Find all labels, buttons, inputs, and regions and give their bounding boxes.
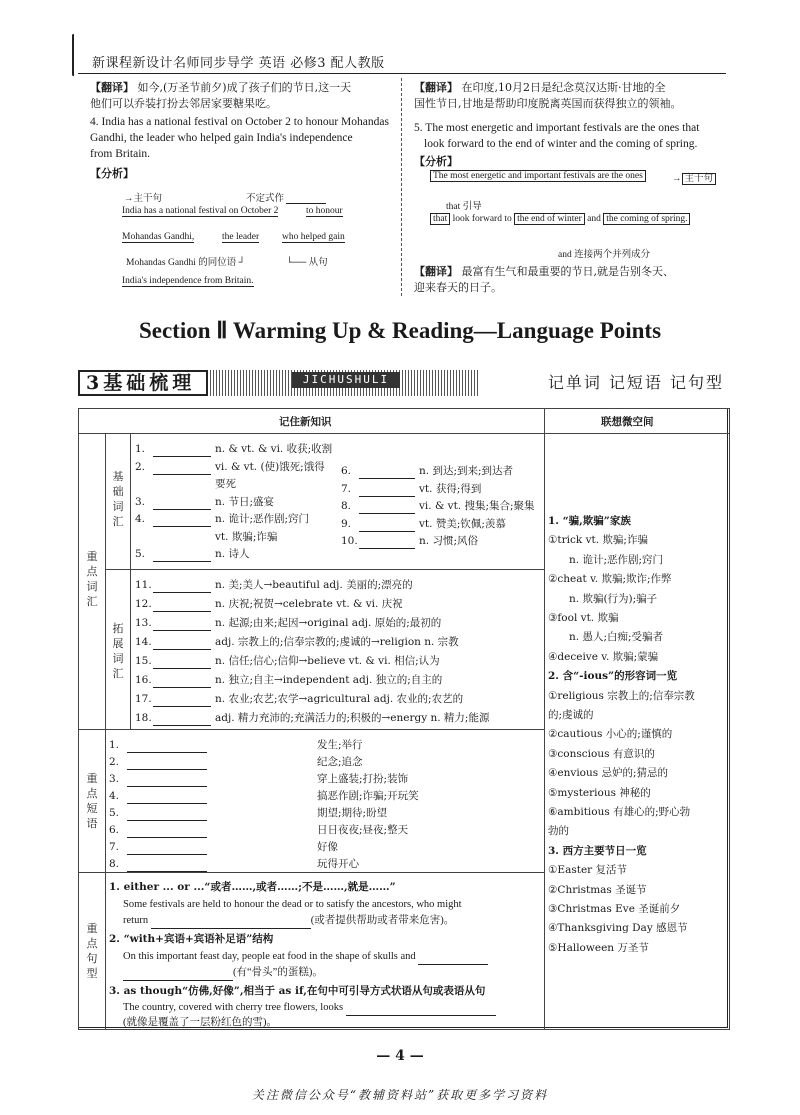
diag-mg: Mohandas Gandhi, — [122, 232, 195, 242]
association-line: ②Christmas 圣诞节 — [548, 883, 647, 896]
extended-item: 15. n. 信任;信心;信仰→believe vt. & vi. 相信;认为 — [135, 655, 440, 667]
answer-blank[interactable] — [153, 456, 211, 457]
basic-item: 要死 — [215, 478, 236, 490]
head-right: 联想微空间 — [601, 416, 654, 428]
item5-line2: look forward to the end of winter and the coming of spring. — [424, 138, 698, 150]
group2-label: 重点短语 — [86, 772, 98, 830]
band-subtitle: 记单词 记短语 记句型 — [478, 370, 728, 396]
s1-title: 1. either ... or ...“或者……,或者……;不是……,就是……” — [109, 881, 396, 893]
phrase-meaning: 穿上盛装;打扮;装饰 — [317, 773, 409, 785]
phrase-meaning: 好像 — [317, 841, 338, 853]
s1-example: Some festivals are held to honour the dead or to satisfy the ancestors, who might — [123, 899, 462, 910]
s3-example-2: (就像是覆盖了一层粉红色的雪)。 — [123, 1017, 277, 1028]
association-line: ④deceive v. 欺骗;蒙骗 — [548, 650, 659, 663]
association-line: 勃的 — [548, 825, 569, 838]
answer-blank[interactable] — [153, 725, 211, 726]
association-line: ①religious 宗教上的;信奉宗教 — [548, 689, 695, 702]
answer-blank[interactable] — [127, 786, 207, 787]
answer-blank[interactable] — [153, 687, 211, 688]
answer-blank[interactable] — [153, 526, 211, 527]
association-line: 1. “骗,欺骗”家族 — [548, 515, 631, 527]
header-bracket — [72, 34, 75, 76]
s2-example: On this important feast day, people eat food in the shape of skulls and — [123, 949, 488, 965]
diag-r-that-label: that 引导 — [446, 202, 482, 212]
answer-blank[interactable] — [127, 820, 207, 821]
trans-right-bottom: 【翻译】 最富有生气和最重要的节日,就是告别冬天、 迎来春天的日子。 — [414, 265, 674, 294]
basic-item: 3. n. 节日;盛宴 — [135, 495, 274, 508]
association-line: n. 愚人;白痴;受骗者 — [548, 631, 664, 644]
phrase-item: 7. — [109, 839, 211, 855]
extended-item: 18. adj. 精力充沛的;充满活力的;积极的→energy n. 精力;能源 — [135, 712, 490, 724]
basic-item: 9. vt. 赞美;钦佩;羡慕 — [341, 517, 506, 530]
association-line: ⑤Halloween 万圣节 — [548, 941, 649, 954]
extended-item: 12. n. 庆祝;祝贺→celebrate vt. & vi. 庆祝 — [135, 598, 403, 610]
association-line: ④envious 忌妒的;猜忌的 — [548, 767, 669, 780]
phrase-item: 3. — [109, 771, 211, 787]
diag-r-line: that look forward to the end of winter and the coming of spring. — [430, 214, 690, 224]
answer-blank[interactable] — [153, 592, 211, 593]
answer-blank[interactable] — [127, 769, 207, 770]
phrase-meaning: 发生;举行 — [317, 739, 363, 751]
phrase-meaning: 玩得开心 — [317, 858, 359, 870]
association-line: ①Easter 复活节 — [548, 864, 628, 877]
association-line: 2. 含“-ious”的形容词一览 — [548, 670, 678, 683]
head-left: 记住新知识 — [279, 416, 332, 428]
column-divider — [401, 78, 402, 296]
diag-appos: Mohandas Gandhi 的同位语 ┘ — [126, 258, 246, 268]
basic-item: 2. vi. & vt. (使)饿死;饿得 — [135, 460, 325, 473]
diag-clause: └── 从句 — [286, 258, 328, 268]
phrase-meaning: 期望;期待;盼望 — [317, 807, 388, 819]
page-number: — 4 — — [376, 1048, 424, 1064]
phrase-item: 1. — [109, 737, 211, 753]
item4-line2: Gandhi, the leader who helped gain India's independence — [90, 132, 353, 144]
diag-r-main: → 主干句 — [672, 170, 716, 184]
answer-blank[interactable] — [359, 548, 415, 549]
answer-blank[interactable] — [153, 611, 211, 612]
association-line: n. 欺骗(行为);骗子 — [548, 592, 658, 605]
answer-blank[interactable] — [127, 837, 207, 838]
answer-blank[interactable] — [153, 509, 211, 510]
diag-s2: to honour — [306, 206, 343, 216]
extended-item: 11. n. 美;美人→beautiful adj. 美丽的;漂亮的 — [135, 579, 413, 591]
item5-line1: 5. The most energetic and important festivals are the ones that — [414, 122, 700, 134]
basic-item: 1. n. & vt. & vi. 收获;收割 — [135, 443, 333, 455]
association-line: 3. 西方主要节日一览 — [548, 844, 647, 857]
answer-blank[interactable] — [153, 668, 211, 669]
association-line: ④Thanksgiving Day 感恩节 — [548, 922, 688, 935]
item4-line3: from Britain. — [90, 148, 151, 160]
answer-blank[interactable] — [359, 478, 415, 479]
band-pinyin: JICHUSHULI — [292, 372, 400, 388]
association-line: ③fool vt. 欺骗 — [548, 612, 619, 624]
diag-r-box1: The most energetic and important festivals are the ones — [430, 170, 646, 182]
phrase-meaning: 日日夜夜;昼夜;整天 — [317, 824, 409, 836]
header-rule — [78, 73, 726, 74]
s2-title: 2. “with+宾语+宾语补足语”结构 — [109, 933, 274, 945]
analysis-label: 【分析】 — [90, 167, 134, 180]
answer-blank[interactable] — [153, 630, 211, 631]
association-line: ①trick vt. 欺骗;诈骗 — [548, 534, 648, 547]
diag-who: who helped gain — [282, 232, 345, 242]
s2-example-2: (有“骨头”的蛋糕)。 — [123, 965, 323, 981]
answer-blank[interactable] — [153, 474, 211, 475]
answer-blank[interactable] — [127, 803, 207, 804]
answer-blank[interactable] — [359, 496, 415, 497]
basic-item: vt. 欺骗;诈骗 — [215, 530, 278, 543]
basic-item: 8. vi. & vt. 搜集;集合;聚集 — [341, 500, 535, 512]
phrase-meaning: 纪念;追念 — [317, 756, 363, 768]
trans-right: 【翻译】 在印度,10月2日是纪念莫汉达斯·甘地的全 — [414, 81, 666, 94]
answer-blank[interactable] — [127, 854, 207, 855]
answer-blank[interactable] — [153, 649, 211, 650]
left-column — [90, 80, 395, 182]
association-line: ③conscious 有意识的 — [548, 747, 655, 760]
s1-example-2: return (或者提供帮助或者带来危害)。 — [123, 913, 454, 929]
group1-label: 重点词汇 — [86, 550, 98, 608]
basic-item: 4. n. 诡计;恶作剧;窍门 — [135, 513, 310, 525]
band-title: 3基础梳理 — [78, 370, 208, 396]
association-line: ⑤mysterious 神秘的 — [548, 786, 651, 799]
diag-adv-label: 不定式作 — [246, 190, 326, 204]
association-line: n. 诡计;恶作剧;窍门 — [548, 553, 664, 566]
answer-blank[interactable] — [153, 561, 211, 562]
basic-item: 6. n. 到达;到来;到达者 — [341, 465, 514, 477]
running-header: 新课程新设计名师同步导学 英语 必修3 配人教版 — [92, 56, 385, 71]
association-line: 的;虔诚的 — [548, 709, 594, 721]
trans-top-2: 他们可以乔装打扮去邻居家要糖果吃。 — [90, 97, 277, 110]
basic-item: 5. n. 诗人 — [135, 548, 250, 560]
item4-line1: 4. India has a national festival on October 2 to honour Mohandas — [90, 116, 389, 128]
phrase-item: 4. — [109, 788, 211, 804]
extended-item: 14. adj. 宗教上的;信奉宗教的;虔诚的→religion n. 宗教 — [135, 636, 459, 648]
answer-blank[interactable] — [127, 871, 207, 872]
trans-right-2: 国性节日,甘地是帮助印度脱离英国而获得独立的领袖。 — [414, 97, 682, 110]
association-line: ③Christmas Eve 圣诞前夕 — [548, 903, 681, 915]
phrase-meaning: 搞恶作剧;诈骗;开玩笑 — [317, 790, 419, 802]
basic-item: 10. n. 习惯;风俗 — [341, 535, 478, 547]
association-line: ⑥ambitious 有雄心的;野心勃 — [548, 806, 691, 818]
phrase-item: 8. — [109, 856, 211, 872]
phrase-item: 2. — [109, 754, 211, 770]
answer-blank[interactable] — [359, 513, 415, 514]
diag-r-parallel: and 连接两个并列成分 — [558, 250, 651, 260]
trans-top: 【翻译】 如今,(万圣节前夕)成了孩子们的节日,这一天 — [90, 81, 352, 94]
s3-title: 3. as though“仿佛,好像”,相当于 as if,在句中可引导方式状语从句或表语从句 — [109, 985, 486, 997]
answer-blank[interactable] — [153, 706, 211, 707]
sub-ext-label: 拓展词汇 — [112, 622, 124, 680]
extended-item: 17. n. 农业;农艺;农学→agricultural adj. 农业的;农艺的 — [135, 693, 464, 705]
group3-label: 重点句型 — [86, 922, 98, 980]
diag-s1: India has a national festival on October 2 — [122, 206, 279, 216]
section-title: Section Ⅱ Warming Up & Reading—Language Points — [138, 318, 662, 343]
phrase-item: 6. — [109, 822, 211, 838]
extended-item: 16. n. 独立;自主→independent adj. 独立的;自主的 — [135, 674, 443, 686]
diag-leader: the leader — [222, 232, 260, 242]
sentence-diagram-left — [118, 190, 398, 290]
answer-blank[interactable] — [359, 531, 415, 532]
analysis-label-right: 【分析】 — [414, 155, 458, 168]
sub-basic-label: 基础词汇 — [112, 470, 124, 528]
sentence-diagram-right — [430, 168, 730, 268]
right-column — [414, 80, 729, 170]
footer-note: 关注微信公众号“教辅资料站”获取更多学习资料 — [251, 1088, 549, 1102]
basic-item: 7. vt. 获得;得到 — [341, 482, 482, 495]
phrase-item: 5. — [109, 805, 211, 821]
association-line: ②cheat v. 欺骗;欺诈;作弊 — [548, 573, 672, 586]
extended-item: 13. n. 起源;由来;起因→original adj. 原始的;最初的 — [135, 617, 442, 629]
diag-main-label: →主干句 — [124, 194, 163, 204]
answer-blank[interactable] — [127, 752, 207, 753]
association-line: ②cautious 小心的;谨慎的 — [548, 728, 673, 741]
s3-example: The country, covered with cherry tree flowers, looks — [123, 1000, 496, 1016]
diag-indep: India's independence from Britain. — [122, 276, 254, 286]
